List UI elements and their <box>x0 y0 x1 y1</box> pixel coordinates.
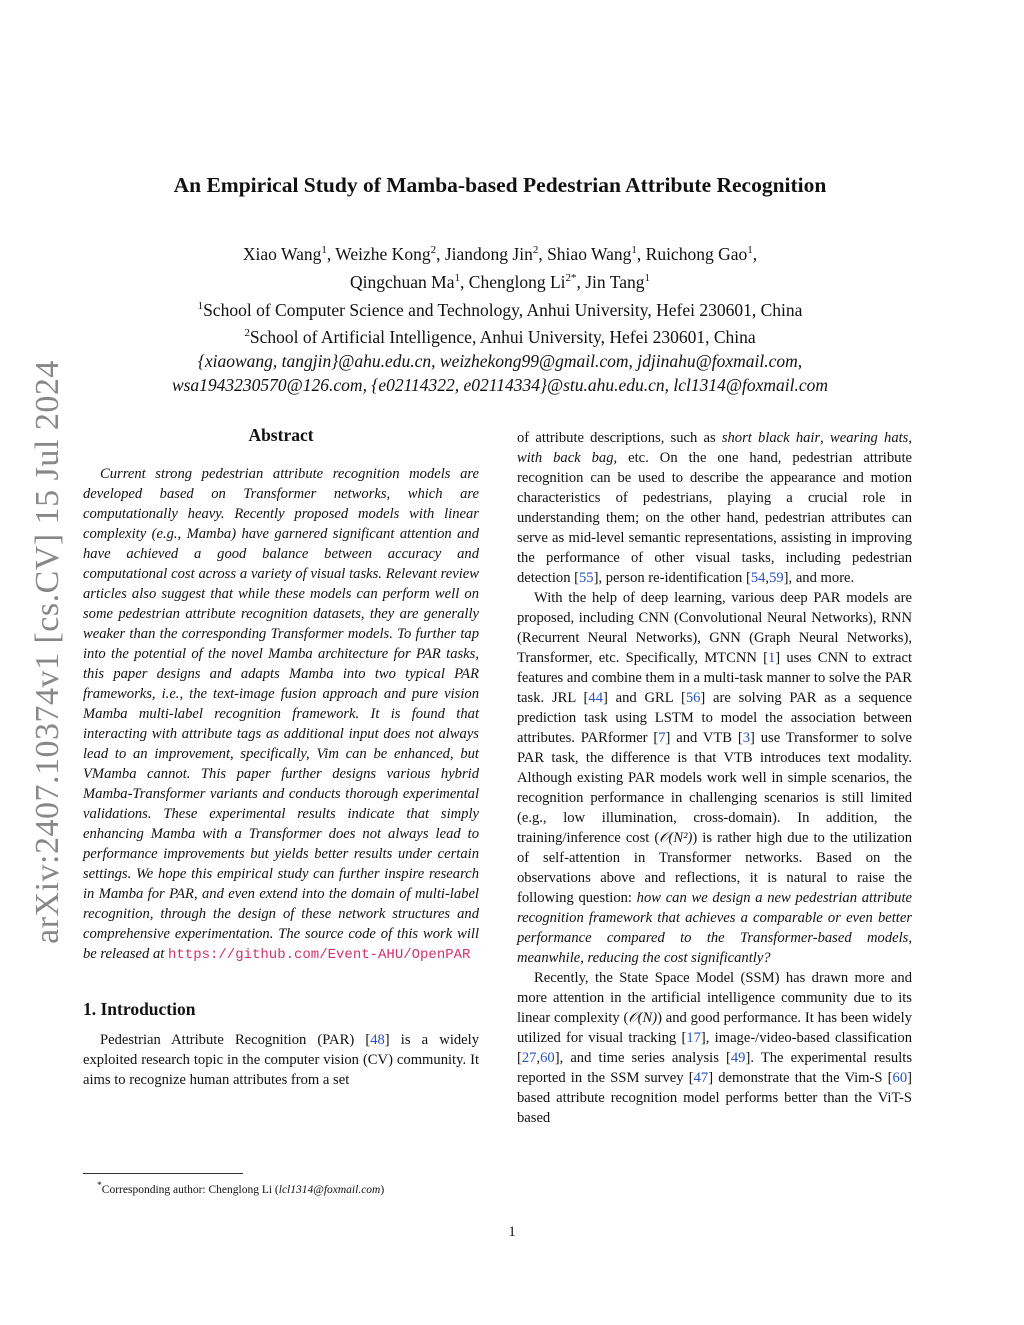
citation-link[interactable]: 48 <box>370 1032 385 1048</box>
author-line-1: Xiao Wang$^1$, Weizhe Kong$^2$, Jiandong Jin$^2$, Shiao Wang$^1$, Ruichong Gao$^1$, <box>242 243 758 264</box>
abstract-heading: Abstract <box>248 425 314 445</box>
footnote-rule <box>83 1173 243 1174</box>
citation-link[interactable]: 56 <box>685 690 701 706</box>
intro-paragraph-2: With the help of deep learning, various deep PAR models are proposed, including CNN (Convolutional Neural Networks), RNN (Recurrent Neural Networks), GNN (Graph Neural Networks), Transformer, etc. Specifically, MTCNN [1] uses CNN to extract features and combine them in a multi-task manner to solve the PAR task. JRL [44] and GRL [56] are solving PAR as a sequence prediction task using LSTM to model the association between attributes. PARformer [7] and VTB [3] use Transformer to solve PAR task, the difference is that VTB introduces text modality. Although existing PAR models work well in simple scenarios, the recognition performance in challenging scenarios is still limited (e.g., low illumination, cross-domain). In addition, the training/inference cost (𝒪(N²)) is rather high due to the utilization of self-attention in Transformer networks. Based on the observations above and reflections, it is natural to raise the following question: how can we design a new pedestrian attribute recognition framework that achieves a comparable or even better performance compared to the Transformer-based models, meanwhile, reducing the cost significantly? <box>517 590 913 966</box>
citation-link[interactable]: 7 <box>658 730 666 746</box>
citation-link[interactable]: 60 <box>892 1070 908 1086</box>
code-link[interactable]: https://github.com/Event-AHU/OpenPAR <box>167 947 471 963</box>
intro-paragraph-3: Recently, the State Space Model (SSM) has drawn more and more attention in the artificial intelligence community due to its linear complexity (𝒪(N)) and good performance. It has been widely utilized for visual tracking [17], image-/video-based classification [27,60], and time series analysis [49]. The experimental results reported in the SSM survey [47] demonstrate that the Vim-S [60] based attribute recognition model performs better than the ViT-S based <box>517 970 912 1126</box>
citation-link[interactable]: 44 <box>588 690 603 706</box>
citation-link[interactable]: 49 <box>730 1050 746 1066</box>
citation-link[interactable]: 47 <box>693 1070 709 1086</box>
intro-paragraph: Pedestrian Attribute Recognition (PAR) [48] is a widely exploited research topic in the computer vision (CV) community. It aims to recognize human attributes from a set <box>83 1032 479 1088</box>
paper-title: An Empirical Study of Mamba-based Pedestrian Attribute Recognition <box>173 173 827 197</box>
citation-link[interactable]: 59 <box>769 570 784 586</box>
affiliation-1: $^1$School of Computer Science and Technology, Anhui University, Hefei 230601, China <box>197 299 803 320</box>
left-column <box>83 425 479 1090</box>
citation-link[interactable]: 27 <box>521 1050 537 1066</box>
citation-link[interactable]: 1 <box>767 650 776 666</box>
author-line-2: Qingchuan Ma$^1$, Chenglong $Li^{2*}$, Jin Tang$^1$ <box>350 271 650 292</box>
emails-line-1: {xiaowang, tangjin}@ahu.edu.cn, weizhekong99@gmail.com, jdjinahu@foxmail.com, <box>197 351 803 372</box>
intro-paragraph-cont: of attribute descriptions, such as short black hair, wearing hats, with back bag, etc. On the one hand, pedestrian attribute recognition can be used to describe the appearance and motion characteristics of pedestrians, playing a crucial role in understanding them; on the other hand, pedestrian attributes can serve as mid-level semantic representations, assisting in improving the performance of other visual tasks, including pedestrian detection [55], person re-identification [54,59], and more. <box>517 430 913 586</box>
citation-link[interactable]: 55 <box>579 570 594 586</box>
author-block <box>100 238 900 397</box>
emails-line-2: wsa1943230570@126.com, {e02114322, e02114334}@stu.ahu.edu.cn, lcl1314@foxmail.com <box>171 375 829 396</box>
affiliation-2: $^2$School of Artificial Intelligence, Anhui University, Hefei 230601, China <box>244 327 756 348</box>
right-column <box>517 428 912 1128</box>
citation-link[interactable]: 60 <box>540 1050 555 1066</box>
section-heading-introduction: 1. Introduction <box>83 999 196 1019</box>
citation-link[interactable]: 54 <box>750 570 766 586</box>
arxiv-identifier[interactable]: arXiv:2407.10374v1 [cs.CV] 15 Jul 2024 <box>29 360 66 944</box>
page-number: 1 <box>508 1224 516 1240</box>
citation-link[interactable]: 3 <box>742 730 751 746</box>
citation-link[interactable]: 17 <box>686 1030 701 1046</box>
abstract-text: Current strong pedestrian attribute recognition models are developed based on Transformer networks, which are computationally heavy. Recently proposed models with linear complexity (e.g., Mamba) have garnered significant attention and have achieved a good balance between accuracy and computational cost across a variety of visual tasks. Relevant review articles also suggest that while these models can perform well on some pedestrian attribute recognition datasets, they are generally weaker than the corresponding Transformer models. To further tap into the potential of the novel Mamba architecture for PAR tasks, this paper designs and adapts Mamba into two typical PAR frameworks, i.e., the text-image fusion approach and pure vision Mamba multi-label recognition framework. It is found that interacting with attribute tags as additional input does not always lead to an improvement, specifically, Vim can be enhanced, but VMamba cannot. This paper further designs various hybrid Mamba-Transformer variants and conducts thorough experimental validations. These experimental results indicate that simply enhancing Mamba with a Transformer does not always lead to performance improvements but yields better results under certain settings. We hope this empirical study can further inspire research in Mamba for PAR, and even extend into the domain of multi-label recognition, through the design of these network structures and comprehensive experimentation. The source code of this work will be released at https://github.com/Event-AHU/OpenPAR <box>83 466 479 963</box>
footnote: *Corresponding author: Chenglong Li (lcl1314@foxmail.com) <box>97 1180 385 1196</box>
